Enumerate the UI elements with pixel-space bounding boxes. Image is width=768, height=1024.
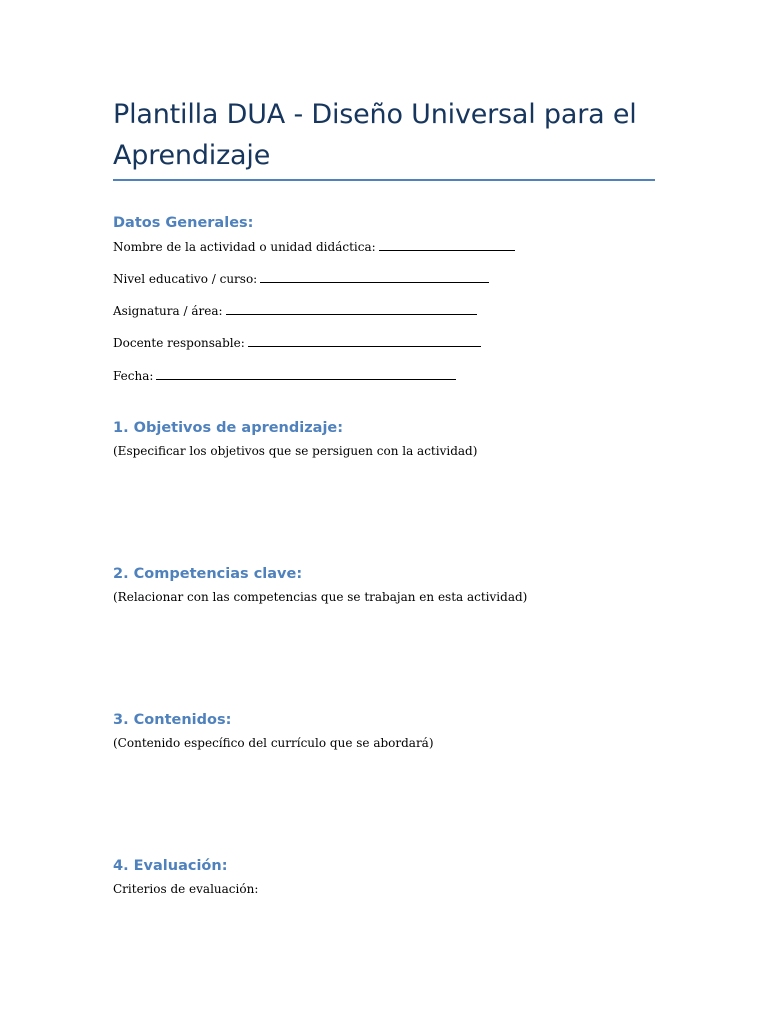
fill-in-blank [226,304,477,315]
field-nombre-actividad [113,239,515,255]
section-note-contenidos: (Contenido específico del currículo que se abordará) [113,736,434,750]
section-note-evaluacion: Criterios de evaluación: [113,882,259,896]
fill-in-blank [156,369,456,380]
field-label: Docente responsable: [113,336,245,350]
fill-in-blank [260,272,489,283]
field-fecha [113,368,456,384]
field-label: Nombre de la actividad o unidad didáctica: [113,240,376,254]
section-heading-contenidos: 3. Contenidos: [113,712,232,728]
field-docente [113,335,481,351]
field-asignatura [113,303,477,319]
section-heading-evaluacion: 4. Evaluación: [113,858,228,874]
document-title: Plantilla DUA - Diseño Universal para el Aprendizaje [113,99,637,171]
section-note-competencias: (Relacionar con las competencias que se trabajan en esta actividad) [113,590,528,604]
section-heading-competencias: 2. Competencias clave: [113,566,303,582]
title-underline [113,179,655,181]
section-heading-objetivos: 1. Objetivos de aprendizaje: [113,420,344,436]
field-nivel-educativo [113,271,489,287]
section-note-objetivos: (Especificar los objetivos que se persiguen con la actividad) [113,444,478,458]
datos-generales-heading: Datos Generales: [113,215,254,231]
field-label: Fecha: [113,369,154,383]
fill-in-blank [379,240,515,251]
field-label: Asignatura / área: [113,304,223,318]
field-label: Nivel educativo / curso: [113,272,258,286]
fill-in-blank [248,336,481,347]
